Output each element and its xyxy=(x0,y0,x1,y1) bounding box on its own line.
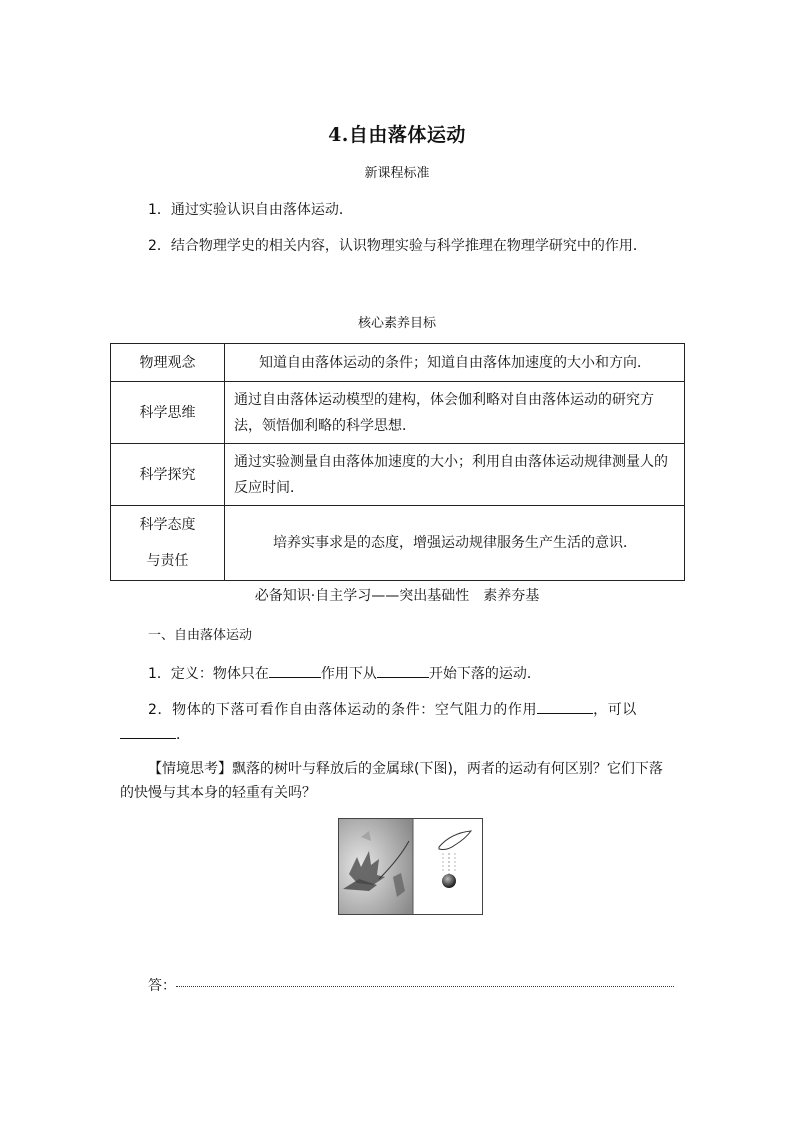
row-label: 物理观念 xyxy=(111,344,225,382)
core-literacy-table xyxy=(110,343,685,581)
row-text: 培养实事求是的态度，增强运动规律服务生产生活的意识． xyxy=(225,506,685,581)
standard-item-1: 1．通过实验认识自由落体运动． xyxy=(148,202,353,218)
scenario-line-2: 的快慢与其本身的轻重有关吗？ xyxy=(120,785,316,801)
scenario-text-1: 飘落的树叶与释放后的金属球(下图)，两者的运动有何区别？它们下落 xyxy=(232,761,663,777)
row-label: 科学探究 xyxy=(111,444,225,506)
scenario-tag: 【情境思考】 xyxy=(148,761,232,777)
table-row xyxy=(111,382,685,444)
q1-blank-1[interactable] xyxy=(269,661,321,678)
photo-illustration xyxy=(339,819,482,914)
row-label: 科学思维 xyxy=(111,382,225,444)
table-row xyxy=(111,444,685,506)
q1-text-c: 开始下落的运动． xyxy=(428,666,541,682)
question-1 xyxy=(148,661,541,683)
row-label-line1: 科学态度 xyxy=(139,517,196,533)
table-row xyxy=(111,506,685,581)
metal-ball-icon xyxy=(442,874,456,888)
leaf-and-ball-photo xyxy=(338,818,483,915)
section-banner: 必备知识·自主学习——突出基础性 素养夯基 xyxy=(254,588,540,604)
q2-blank-1[interactable] xyxy=(537,697,593,714)
question-2 xyxy=(148,697,637,719)
answer-label: 答： xyxy=(148,978,176,994)
row-text: 通过实验测量自由落体加速度的大小；利用自由落体运动规律测量人的反应时间． xyxy=(225,444,685,506)
section-heading: 一、自由落体运动 xyxy=(148,628,253,643)
row-text: 通过自由落体运动模型的建构，体会伽利略对自由落体运动的研究方法，领悟伽利略的科学思想． xyxy=(225,382,685,444)
table-row xyxy=(111,344,685,382)
ball-panel-background xyxy=(413,819,482,914)
page-title: 4.自由落体运动 xyxy=(328,124,466,146)
standard-item-2: 2．结合物理学史的相关内容，认识物理实验与科学推理在物理学研究中的作用． xyxy=(148,238,647,254)
q2-text-c: ． xyxy=(176,727,190,743)
q2-text-a: 2．物体的下落可看作自由落体运动的条件：空气阻力的作用 xyxy=(148,702,538,718)
standards-heading: 新课程标准 xyxy=(364,166,430,181)
q2-text-b: ，可以 xyxy=(593,702,637,718)
q1-text-b: 作用下从 xyxy=(320,666,377,682)
q1-blank-2[interactable] xyxy=(377,661,429,678)
row-label-line2: 与责任 xyxy=(146,553,189,569)
scenario-line-1 xyxy=(148,758,663,778)
question-2-continued xyxy=(120,722,190,744)
core-heading: 核心素养目标 xyxy=(357,316,436,331)
q2-blank-2[interactable] xyxy=(120,722,176,739)
q1-text-a: 1．定义：物体只在 xyxy=(148,666,269,682)
row-label xyxy=(111,506,225,581)
answer-line[interactable] xyxy=(176,986,674,987)
row-text: 知道自由落体运动的条件；知道自由落体加速度的大小和方向． xyxy=(225,344,685,382)
